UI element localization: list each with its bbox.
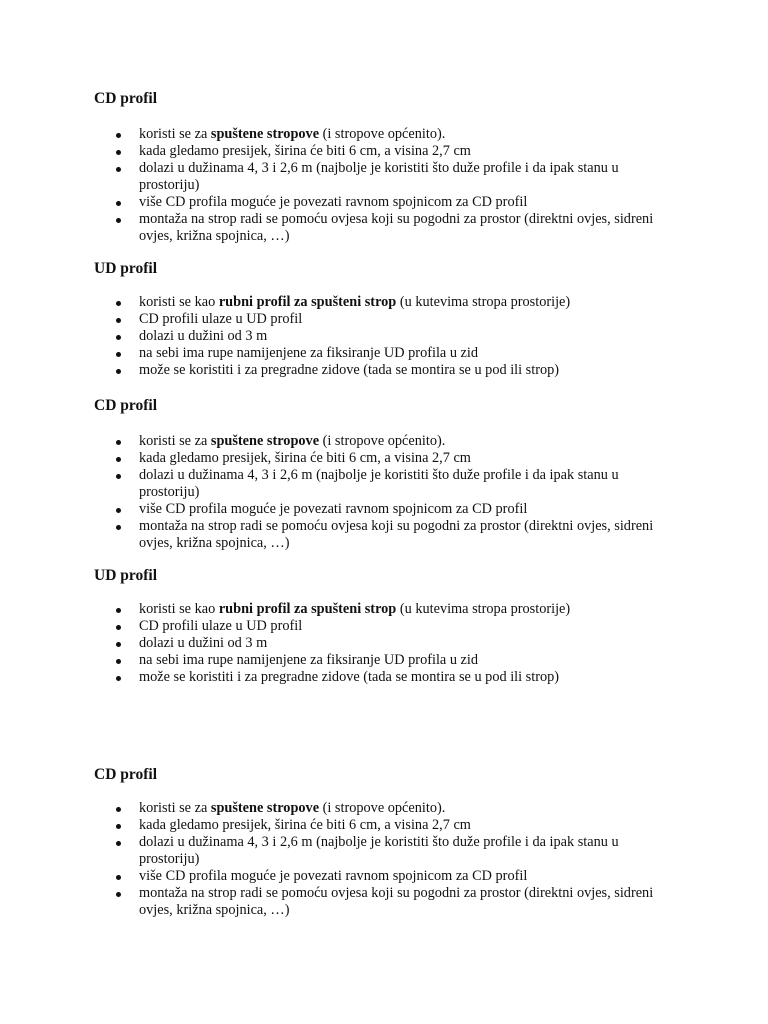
list-item [94,345,664,362]
list-item [94,817,664,834]
section-heading: CD profil [94,766,158,783]
bullet-icon [116,335,121,340]
item-text: dolazi u dužini od 3 m [139,635,268,651]
item-text: CD profili ulaze u UD profil [139,311,303,327]
bullet-icon [116,824,121,829]
item-text: koristi se za spuštene stropove (i stropove općenito). [139,800,446,816]
list-item [94,143,664,160]
list-item [94,362,664,379]
section-heading: CD profil [94,397,158,414]
list-item [94,126,664,143]
item-text: kada gledamo presijek, širina će biti 6 cm, a visina 2,7 cm [139,817,471,833]
bullet-list [94,294,664,379]
list-item [94,433,664,450]
item-text: više CD profila moguće je povezati ravnom spojnicom za CD profil [139,868,528,884]
item-text: koristi se za spuštene stropove (i stropove općenito). [139,126,446,142]
section-cd-profil-3 [94,766,714,918]
bullet-icon [116,659,121,664]
list-item [94,311,664,328]
item-text: dolazi u dužinama 4, 3 i 2,6 m (najbolje je koristiti što duže profile i da ipak stanu u prostoriju) [139,160,619,193]
bullet-icon [116,150,121,155]
list-item [94,834,664,868]
bullet-icon [116,318,121,323]
bullet-icon [116,301,121,306]
bullet-icon [116,676,121,681]
bullet-icon [116,167,121,172]
list-item [94,868,664,885]
item-text: dolazi u dužinama 4, 3 i 2,6 m (najbolje je koristiti što duže profile i da ipak stanu u prostoriju) [139,834,619,867]
bullet-list [94,601,664,686]
section-heading: CD profil [94,90,158,107]
section-ud-profil-2 [94,567,714,685]
item-text: montaža na strop radi se pomoću ovjesa koji su pogodni za prostor (direktni ovjes, sidreni ovjes, križna spojnica, …) [139,211,654,244]
list-item [94,160,664,194]
item-text: na sebi ima rupe namijenjene za fiksiranje UD profila u zid [139,652,479,668]
item-text: dolazi u dužinama 4, 3 i 2,6 m (najbolje je koristiti što duže profile i da ipak stanu u prostoriju) [139,467,619,500]
section-cd-profil-2 [94,397,714,551]
bullet-icon [116,642,121,647]
bullet-icon [116,508,121,513]
section-cd-profil-1 [94,90,714,244]
bullet-icon [116,525,121,530]
item-text: kada gledamo presijek, širina će biti 6 cm, a visina 2,7 cm [139,450,471,466]
bullet-icon [116,875,121,880]
list-item [94,885,664,919]
bullet-icon [116,807,121,812]
item-text: više CD profila moguće je povezati ravnom spojnicom za CD profil [139,501,528,517]
item-text: više CD profila moguće je povezati ravnom spojnicom za CD profil [139,194,528,210]
list-item [94,501,664,518]
bullet-list [94,433,664,552]
bullet-icon [116,892,121,897]
list-item [94,652,664,669]
list-item [94,194,664,211]
bullet-icon [116,608,121,613]
item-text: na sebi ima rupe namijenjene za fiksiranje UD profila u zid [139,345,479,361]
item-text: može se koristiti i za pregradne zidove (tada se montira se u pod ili strop) [139,669,560,685]
item-text: koristi se kao rubni profil za spušteni strop (u kutevima stropa prostorije) [139,294,571,310]
list-item [94,518,664,552]
section-heading: UD profil [94,567,158,584]
bullet-icon [116,218,121,223]
item-text: može se koristiti i za pregradne zidove (tada se montira se u pod ili strop) [139,362,560,378]
bullet-icon [116,440,121,445]
bullet-icon [116,352,121,357]
bullet-icon [116,474,121,479]
list-item [94,669,664,686]
item-text: dolazi u dužini od 3 m [139,328,268,344]
bullet-icon [116,625,121,630]
list-item [94,328,664,345]
bullet-icon [116,841,121,846]
list-item [94,635,664,652]
bullet-list [94,126,664,245]
item-text: koristi se za spuštene stropove (i stropove općenito). [139,433,446,449]
item-text: kada gledamo presijek, širina će biti 6 cm, a visina 2,7 cm [139,143,471,159]
bullet-icon [116,201,121,206]
section-heading: UD profil [94,260,158,277]
item-text: montaža na strop radi se pomoću ovjesa koji su pogodni za prostor (direktni ovjes, sidreni ovjes, križna spojnica, …) [139,885,654,918]
bullet-icon [116,369,121,374]
list-item [94,467,664,501]
bullet-icon [116,457,121,462]
list-item [94,601,664,618]
list-item [94,294,664,311]
list-item [94,800,664,817]
list-item [94,211,664,245]
item-text: montaža na strop radi se pomoću ovjesa koji su pogodni za prostor (direktni ovjes, sidreni ovjes, križna spojnica, …) [139,518,654,551]
section-ud-profil-1 [94,260,714,378]
item-text: CD profili ulaze u UD profil [139,618,303,634]
list-item [94,450,664,467]
item-text: koristi se kao rubni profil za spušteni strop (u kutevima stropa prostorije) [139,601,571,617]
bullet-list [94,800,664,919]
bullet-icon [116,133,121,138]
list-item [94,618,664,635]
